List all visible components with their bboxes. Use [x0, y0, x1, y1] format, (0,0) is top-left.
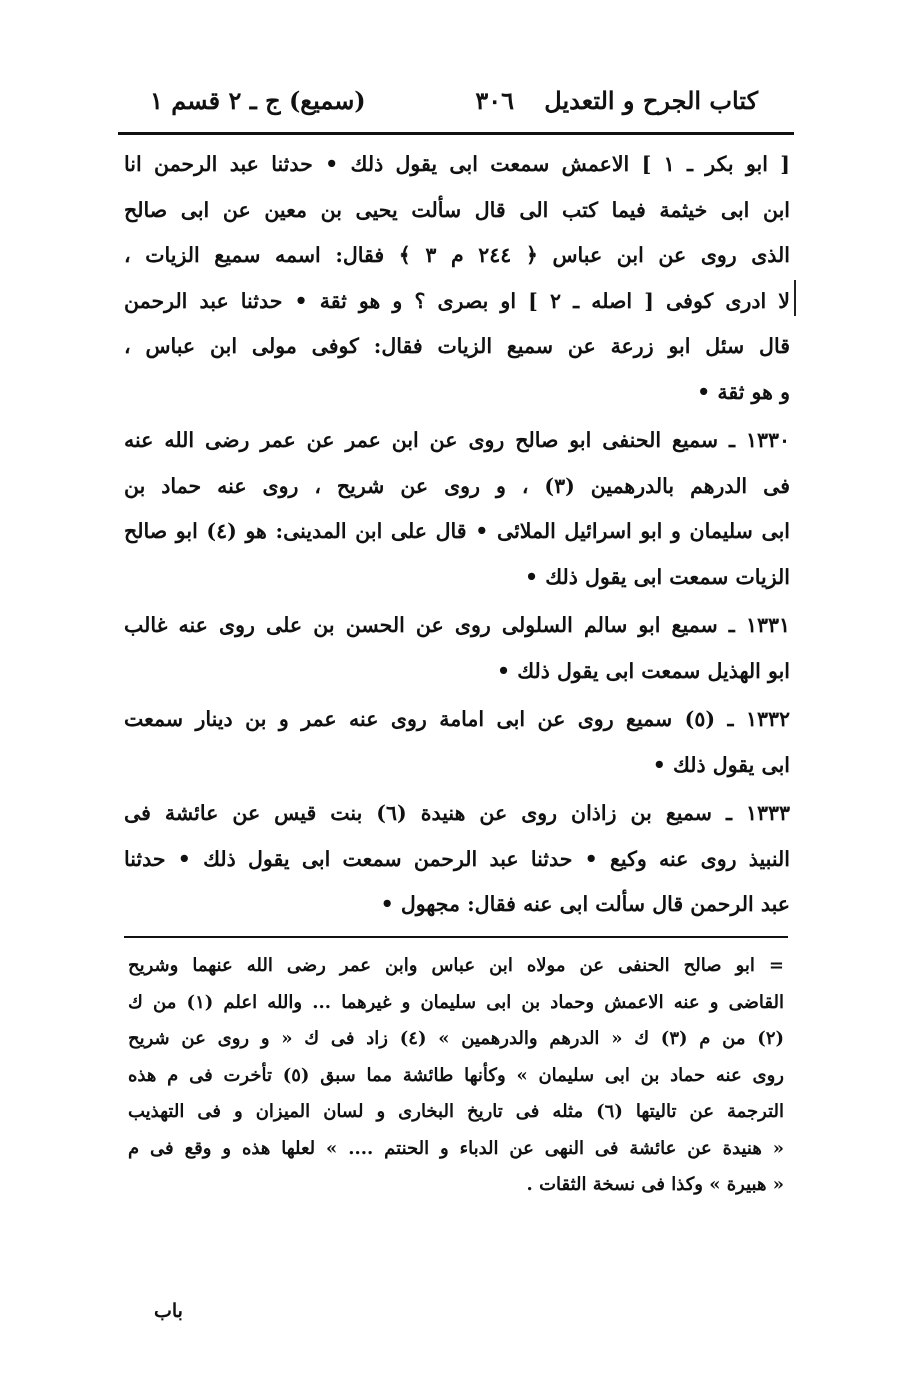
text-line: ابى يقول ذلك • — [652, 752, 790, 777]
page-number: ٣٠٦ — [475, 86, 514, 115]
footnotes — [128, 948, 784, 1204]
section-label: (سميع) ج ـ ٢ قسم ١ — [150, 86, 366, 115]
text-line: ابن ابى خيثمة فيما كتب الى قال سألت يحيى بن معين عن ابى صالح — [124, 197, 790, 222]
margin-mark — [794, 280, 796, 316]
footnote-rule — [124, 936, 788, 938]
book-page — [118, 78, 794, 1358]
entry-1330 — [124, 418, 790, 600]
footnote-line: (٢) من م (٣) ك « الدرهم والدرهمين » (٤) زاد فى ك « و روى عن شريح — [128, 1028, 785, 1049]
catchword: باب — [154, 1300, 183, 1322]
text-line: [ ابو بكر ـ ١ ] الاعمش سمعت ابى يقول ذلك • حدثنا عبد الرحمن انا — [124, 152, 790, 176]
text-line: الذى روى عن ابن عباس ﴿ ٢٤٤ م ٣ ﴾ فقال: اسمه سميع الزيات ، — [124, 243, 790, 267]
text-line: ابى سليمان و ابو اسرائيل الملائى • قال على ابن المدينى: هو (٤) ابو صالح — [124, 519, 790, 543]
text-line: ١٣٣١ ـ سميع ابو سالم السلولى روى عن الحسن بن على روى عنه غالب — [124, 613, 790, 637]
entry-1333 — [124, 791, 790, 928]
text-line: عبد الرحمن قال سألت ابى عنه فقال: مجهول • — [380, 892, 790, 916]
text-line: فى الدرهم بالدرهمين (٣) ، و روى عن شريح ، روى عنه حماد بن — [124, 473, 790, 498]
footnote-line: القاضى و عنه الاعمش وحماد بن ابى سليمان و غيرهما ... والله اعلم (١) من ك — [128, 991, 784, 1013]
text-line: قال سئل ابو زرعة عن سميع الزيات فقال: كوفى مولى ابن عباس ، — [124, 334, 790, 358]
running-header — [118, 78, 794, 130]
entry-paragraph — [124, 142, 790, 415]
main-text — [124, 142, 790, 928]
footnote-line: = ابو صالح الحنفى عن مولاه ابن عباس وابن عمر رضى الله عنهما وشريح — [128, 955, 784, 976]
text-line: الزيات سمعت ابى يقول ذلك • — [524, 564, 790, 589]
entry-1331 — [124, 603, 790, 694]
footnote-line: روى عنه حماد بن ابى سليمان » وكأنها طائشة مما سبق (٥) تأخرت فى م هذه — [128, 1064, 784, 1086]
text-line: ١٣٣٠ ـ سميع الحنفى ابو صالح روى عن ابن عمر عن عمر رضى الله عنه — [124, 428, 790, 452]
entry-1332 — [124, 697, 790, 788]
footnote-line: الترجمة عن تاليتها (٦) مثله فى تاريخ البخارى و لسان الميزان و فى التهذيب — [128, 1101, 784, 1122]
text-line: ١٣٣٢ ـ (٥) سميع روى عن ابى امامة روى عنه عمر و بن دينار سمعت — [124, 707, 790, 731]
footnote-line: « هبيرة » وكذا فى نسخة الثقات . — [526, 1174, 784, 1195]
header-rule — [118, 132, 794, 135]
text-line: و هو ثقة • — [697, 379, 790, 404]
book-title: كتاب الجرح و التعديل — [544, 86, 758, 115]
text-line: لا ادرى كوفى [ اصله ـ ٢ ] او بصرى ؟ و هو ثقة • حدثنا عبد الرحمن — [124, 288, 791, 313]
text-line: ١٣٣٣ ـ سميع بن زاذان روى عن هنيدة (٦) بنت قيس عن عائشة فى — [124, 801, 790, 825]
footnote-line: « هنيدة عن عائشة فى النهى عن الدباء و الحنتم .... » لعلها هذه و وقع فى م — [128, 1137, 784, 1159]
text-line: ابو الهذيل سمعت ابى يقول ذلك • — [496, 658, 790, 683]
text-line: النبيذ روى عنه وكيع • حدثنا عبد الرحمن سمعت ابى يقول ذلك • حدثنا — [124, 846, 790, 871]
